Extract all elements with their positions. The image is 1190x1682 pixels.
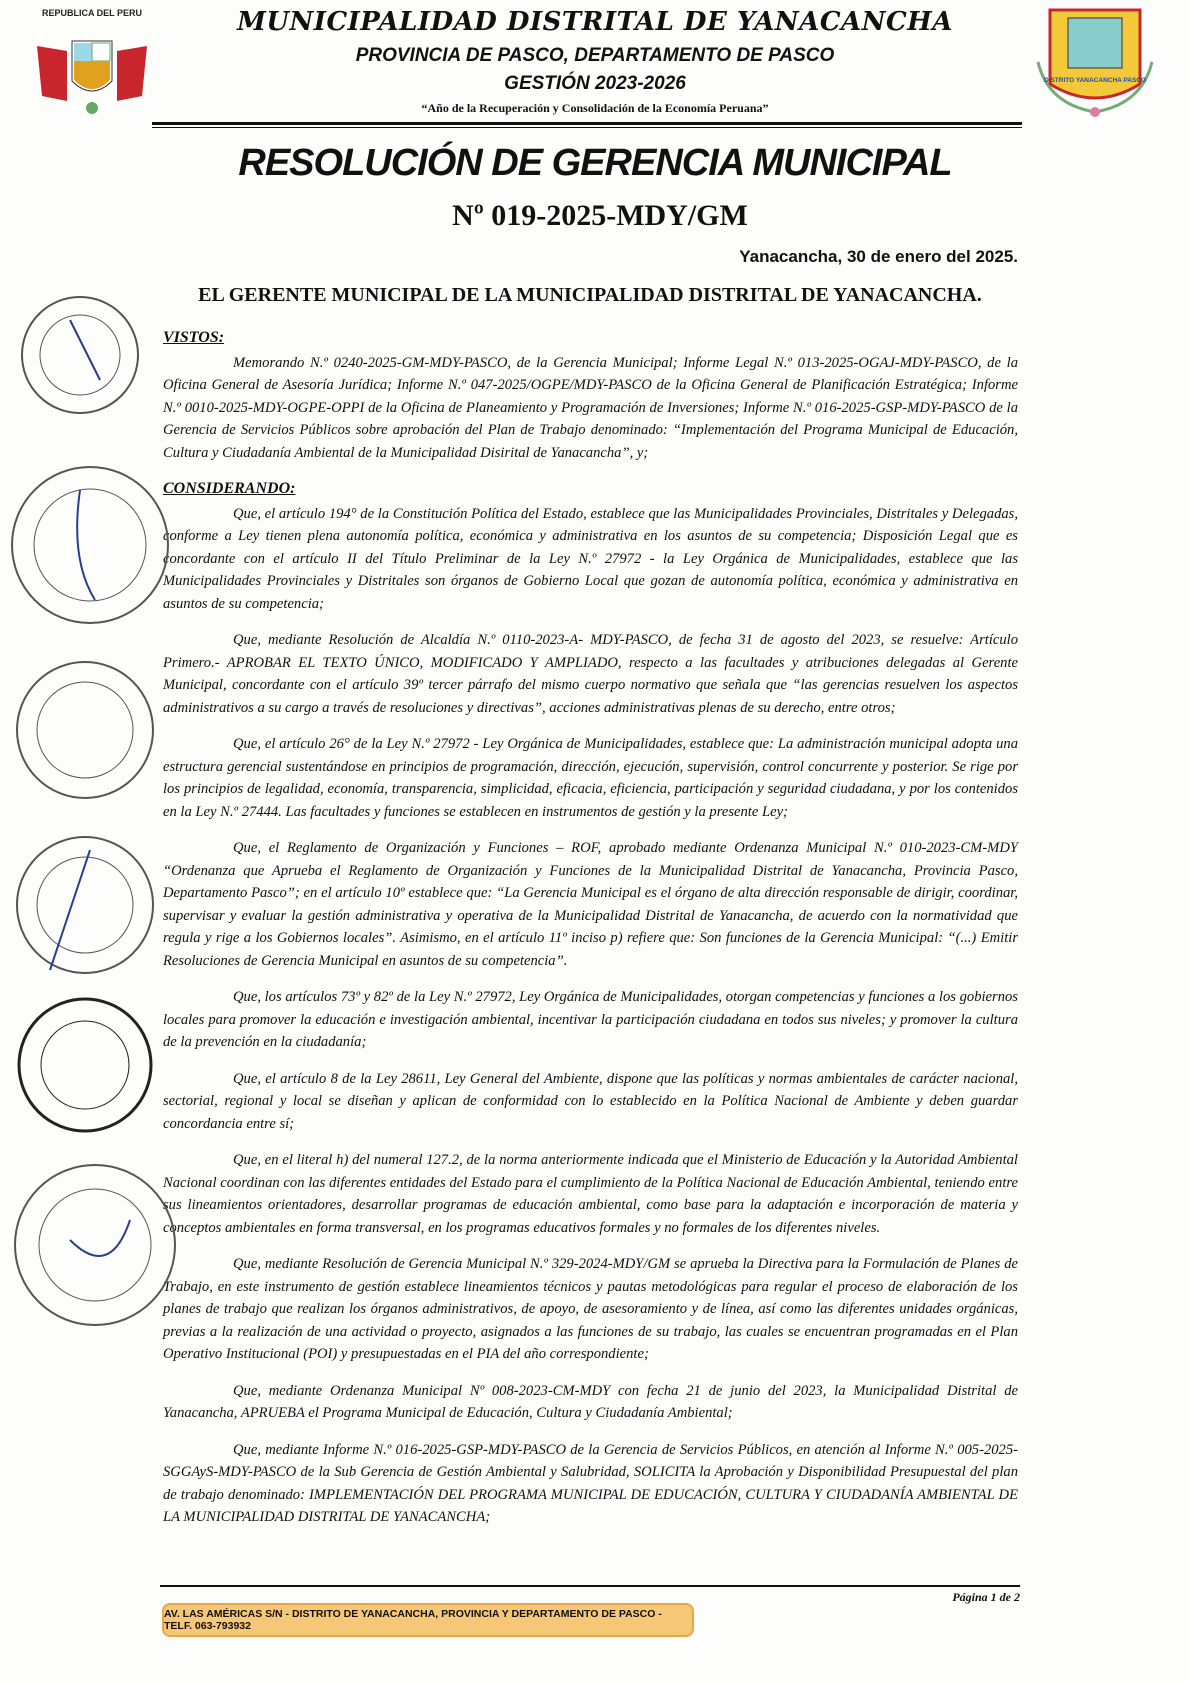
approval-stamp [10, 1160, 180, 1330]
page-number: Página 1 de 2 [952, 1590, 1020, 1604]
paragraph: Que, mediante Resolución de Alcaldía N.º 0110-2023-A- MDY-PASCO, de fecha 31 de agosto del 2023, se resuelve: Artículo Primero.- APROBAR EL TEXTO ÚNICO, MODIFICADO Y AMPLIADO, respecto a las facultades y atribuciones delegadas al Gerente Municipal, concordante con el artículo 39º tercer párrafo del mismo cuerpo normativo que señala que “las gerencias resuelven los aspectos administrativos a su cargo a través de resoluciones y directivas”, acciones administrativas plenas de su derecho, entre otros; [163, 632, 1018, 716]
paragraph: Que, en el literal h) del numeral 127.2, de la norma anteriormente indicada que el Ministerio de Educación y la Autoridad Ambiental Nacional coordinan con las diferentes entidades del Estado para el cumplimiento de la Política Nacional de Educación Ambiental, teniendo entre sus lineamientos orientadores, desarrollar programas de educación ambiental, como base para la adaptación e incorporación de materia y conceptos ambientales en forma transversal, en los programas educativos formales y no formales de los diferentes niveles. [163, 1152, 1018, 1236]
approval-stamp [10, 830, 160, 980]
approval-stamp [10, 290, 150, 420]
paragraph: Que, el artículo 8 de la Ley 28611, Ley General del Ambiente, dispone que las políticas y normas ambientales de carácter nacional, sectorial, regional y local se diseñan y aplican de conformidad con lo establecido en la Política Nacional de Ambiente y deben guardar concordancia entre sí; [163, 1070, 1018, 1132]
document-body [163, 323, 1018, 1543]
header-divider [152, 122, 1022, 128]
approval-stamp [10, 655, 160, 805]
footer-divider [160, 1585, 1020, 1587]
peru-coat-of-arms-logo [22, 4, 162, 118]
vistos-paragraph: Memorando N.º 0240-2025-GM-MDY-PASCO, de la Gerencia Municipal; Informe Legal N.º 013-2025-OGAJ-MDY-PASCO, de la Oficina General de Asesoría Jurídica; Informe N.º 047-2025/OGPE/MDY-PASCO de la Oficina General de Planificación Estratégica; Informe N.º 0010-2025-MDY-OGPE-OPPI de la Oficina de Planeamiento y Programación de Inversiones; Informe N.º 016-2025-GSP-MDY-PASCO de la Gerencia de Servicios Públicos sobre aprobación del Plan de Trabajo denominado: “Implementación del Programa Municipal de Educación, Cultura y Ciudadanía Ambiental de la Municipalidad Disirital de Yanacancha”, y; [163, 354, 1018, 461]
province-line: PROVINCIA DE PASCO, DEPARTAMENTO DE PASCO [355, 45, 835, 66]
term-line: GESTIÓN 2023-2026 [504, 73, 686, 94]
district-emblem-logo [1030, 2, 1160, 120]
left-logo-text: REPUBLICA DEL PERU [41, 8, 143, 18]
paragraph: Que, el artículo 26° de la Ley N.º 27972 - Ley Orgánica de Municipalidades, establece que: La administración municipal adopta una estructura gerencial sustentándose en principios de programación, dirección, ejecución, supervisión, control concurrente y posterior. Se rige por los principios de legalidad, economía, transparencia, simplicidad, eficacia, eficiencia, participación y seguridad ciudadana, y por los contenidos en la Ley N.º 27444. Las facultades y funciones se establecen en instrumentos de gestión y la presente Ley; [163, 736, 1018, 820]
paragraph: Que, el Reglamento de Organización y Funciones – ROF, aprobado mediante Ordenanza Municipal N.º 010-2023-CM-MDY “Ordenanza que Aprueba el Reglamento de Organización y Funciones de la Municipalidad Distrital de Yanacancha, Provincia Pasco, Departamento Pasco”; en el artículo 10º establece que: “La Gerencia Municipal es el órgano de alta dirección responsable de dirigir, coordinar, supervisar y evaluar la gestión administrativa y operativa de la Municipalidad Distrital de Yanacancha, de acuerdo con la normatividad que regula y rige a los Gobiernos locales”. Asimismo, en el artículo 11º inciso p) refiere que: Son funciones de la Gerencia Municipal: “(...) Emitir Resoluciones de Gerencia Municipal en asuntos de su competencia”. [163, 840, 1018, 969]
paragraph: Que, el artículo 194° de la Constitución Política del Estado, establece que las Municipalidades Provinciales, Distritales y Delegadas, conforme a Ley tienen plena autonomía política, económica y administrativa en los asuntos de su competencia; Disposición Legal que es concordante con el artículo II del Título Preliminar de la Ley N.º 27972 - la Ley Orgánica de Municipalidades, establece que las Municipalidades Provinciales y Distritales son órganos de Gobierno Local que gozan de autonomía política, económica y administrativa en asuntos de su competencia; [163, 505, 1018, 612]
paragraph: Que, los artículos 73º y 82º de la Ley N.º 27972, Ley Orgánica de Municipalidades, otorgan competencias y funciones a los gobiernos locales para promover la educación e investigación ambiental, incentivar la participación ciudadana en todos sus niveles; y promover la cultura de la prevención en la ciudadanía; [163, 989, 1018, 1050]
vistos-heading: VISTOS: [163, 329, 225, 346]
paragraph: Que, mediante Informe N.º 016-2025-GSP-MDY-PASCO de la Gerencia de Servicios Públicos, en atención al Informe N.º 005-2025-SGGAyS-MDY-PASCO de la Sub Gerencia de Gestión Ambiental y Salubridad, SOLICITA la Aprobación y Disponibilidad Presupuestal del plan de trabajo denominado: IMPLEMENTACIÓN DEL PROGRAMA MUNICIPAL DE EDUCACIÓN, CULTURA Y CIUDADANÍA AMBIENTAL DE LA MUNICIPALIDAD DISTRITAL DE YANACANCHA; [163, 1441, 1018, 1525]
paragraph: Que, mediante Resolución de Gerencia Municipal N.º 329-2024-MDY/GM se aprueba la Directiva para la Formulación de Planes de Trabajo, en este instrumento de gestión establece lineamientos técnicos y pautas metodológicas para regular el proceso de elaboración de los planes de trabajo que realizan los órganos administrativos, de apoyo, de asesoramiento y de línea, así como las diferentes unidades orgánicas, previas a la realización de una actividad o proyecto, asignados a las funciones de su trabajo, las cuales se encuentran programadas en el Plan Operativo Institucional (POI) y presupuestadas en el PIA del año correspondiente; [163, 1256, 1018, 1362]
municipality-name: MUNICIPALIDAD DISTRITAL DE YANACANCHA [237, 7, 953, 37]
footer-address: AV. LAS AMÉRICAS S/N - DISTRITO DE YANACANCHA, PROVINCIA Y DEPARTAMENTO DE PASCO - TELF. 063-793932 [162, 1603, 694, 1637]
document-date: Yanacancha, 30 de enero del 2025. [739, 247, 1018, 266]
document-title: RESOLUCIÓN DE GERENCIA MUNICIPAL [238, 142, 952, 184]
approval-stamp [10, 460, 170, 630]
paragraph: Que, mediante Ordenanza Municipal Nº 008-2023-CM-MDY con fecha 21 de junio del 2023, la Municipalidad Distrital de Yanacancha, APRUEBA el Programa Municipal de Educación, Cultura y Ciudadanía Ambiental; [163, 1382, 1018, 1421]
approval-stamp [10, 995, 160, 1135]
resolution-number: Nº 019-2025-MDY/GM [452, 199, 748, 232]
considerando-heading: CONSIDERANDO: [163, 480, 296, 497]
issuer-heading: EL GERENTE MUNICIPAL DE LA MUNICIPALIDAD DISTRITAL DE YANACANCHA. [198, 284, 982, 306]
right-logo-text: DISTRITO YANACANCHA PASCO [1043, 77, 1147, 84]
year-motto: “Año de la Recuperación y Consolidación de la Economía Peruana” [421, 101, 769, 115]
